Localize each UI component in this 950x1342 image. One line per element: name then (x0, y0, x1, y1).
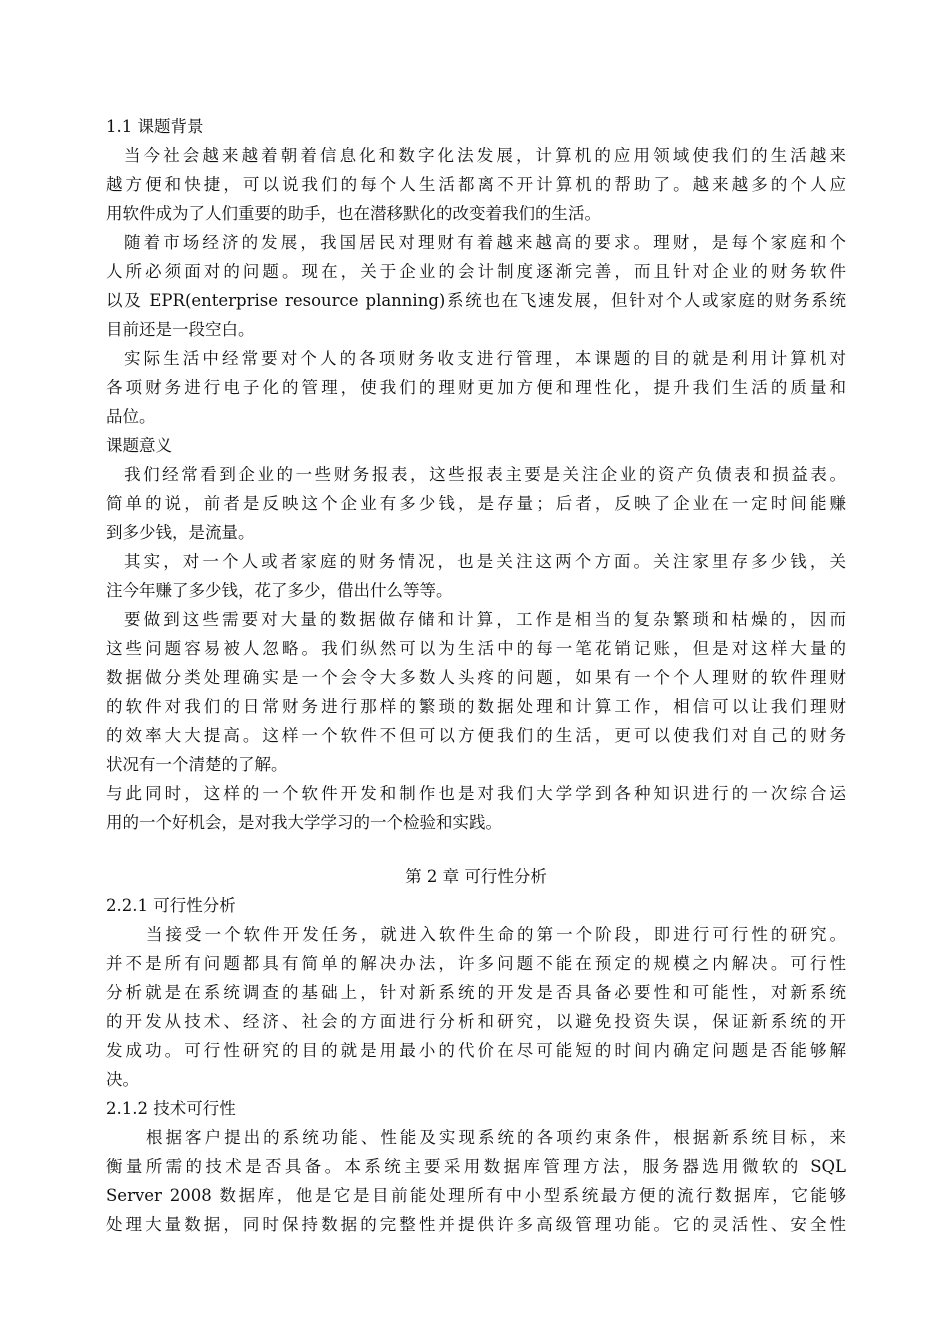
spacer (106, 837, 846, 862)
text-line: 以及 EPR(enterprise resource planning)系统也在飞速发展，但针对个人或家庭的财务系统 (106, 291, 846, 310)
text-line: 用的一个好机会，是对我大学学习的一个检验和实践。 (106, 813, 502, 832)
text-line: 并不是所有问题都具有简单的解决办法，许多问题不能在预定的规模之内解决。可行性 (106, 954, 846, 973)
text-line: 我们经常看到企业的一些财务报表，这些报表主要是关注企业的资产负债表和损益表。 (124, 465, 846, 484)
text-line: Server 2008 数据库，他是它是目前能处理所有中小型系统最方便的流行数据库，它能够 (106, 1186, 846, 1205)
text-line: 决。 (106, 1070, 139, 1089)
text-line: 根据客户提出的系统功能、性能及实现系统的各项约束条件，根据新系统目标，来 (146, 1128, 846, 1147)
text-line: 当接受一个软件开发任务，就进入软件生命的第一个阶段，即进行可行性的研究。 (146, 925, 846, 944)
paragraph-significance-2 (106, 547, 846, 605)
section-heading-2-1-2: 2.1.2 技术可行性 (106, 1099, 236, 1118)
text-line: 的软件对我们的日常财务进行那样的繁琐的数据处理和计算工作，相信可以让我们理财 (106, 697, 846, 716)
section-heading-2-2-1: 2.2.1 可行性分析 (106, 896, 236, 915)
text-line: 其实，对一个人或者家庭的财务情况，也是关注这两个方面。关注家里存多少钱，关 (124, 552, 846, 571)
text-line: 衡量所需的技术是否具备。本系统主要采用数据库管理方法，服务器选用微软的 SQL (106, 1157, 846, 1176)
text-line: 发成功。可行性研究的目的就是用最小的代价在尽可能短的时间内确定问题是否能够解 (106, 1041, 846, 1060)
text-line: 分析就是在系统调查的基础上，针对新系统的开发是否具备必要性和可能性，对新系统 (106, 983, 846, 1002)
text-line: 用软件成为了人们重要的助手，也在潜移默化的改变着我们的生活。 (106, 204, 601, 223)
text-line: 品位。 (106, 407, 156, 426)
text-line: 状况有一个清楚的了解。 (106, 755, 288, 774)
text-line: 数据做分类处理确实是一个会令大多数人头疼的问题，如果有一个个人理财的软件理财 (106, 668, 846, 687)
text-line: 的开发从技术、经济、社会的方面进行分析和研究，以避免投资失误，保证新系统的开 (106, 1012, 846, 1031)
text-line: 简单的说，前者是反映这个企业有多少钱，是存量；后者，反映了企业在一定时间能赚 (106, 494, 846, 513)
text-line: 越方便和快捷，可以说我们的每个人生活都离不开计算机的帮助了。越来越多的个人应 (106, 175, 846, 194)
paragraph-significance-1 (106, 460, 846, 547)
text-line: 处理大量数据，同时保持数据的完整性并提供许多高级管理功能。它的灵活性、安全性 (106, 1215, 846, 1234)
text-line: 各项财务进行电子化的管理，使我们的理财更加方便和理性化，提升我们生活的质量和 (106, 378, 846, 397)
paragraph-significance-3 (106, 605, 846, 779)
paragraph-background-1 (106, 141, 846, 228)
text-line: 这些问题容易被人忽略。我们纵然可以为生活中的每一笔花销记账，但是对这样大量的 (106, 639, 846, 658)
text-line: 到多少钱，是流量。 (106, 523, 255, 542)
paragraph-significance-4 (106, 779, 846, 837)
paragraph-background-2 (106, 228, 846, 344)
section-heading-significance: 课题意义 (106, 436, 172, 455)
paragraph-background-3 (106, 344, 846, 431)
text-line: 要做到这些需要对大量的数据做存储和计算，工作是相当的复杂繁琐和枯燥的，因而 (124, 610, 846, 629)
text-line: 目前还是一段空白。 (106, 320, 255, 339)
section-heading-1-1: 1.1 课题背景 (106, 117, 204, 136)
document-page (106, 112, 846, 1239)
paragraph-feasibility (106, 920, 846, 1094)
text-line: 随着市场经济的发展，我国居民对理财有着越来越高的要求。理财，是每个家庭和个 (124, 233, 846, 252)
text-line: 当今社会越来越着朝着信息化和数字化法发展，计算机的应用领域使我们的生活越来 (124, 146, 846, 165)
text-line: 实际生活中经常要对个人的各项财务收支进行管理，本课题的目的就是利用计算机对 (124, 349, 846, 368)
text-line: 人所必须面对的问题。现在，关于企业的会计制度逐渐完善，而且针对企业的财务软件 (106, 262, 846, 281)
text-line: 注今年赚了多少钱，花了多少，借出什么等等。 (106, 581, 453, 600)
paragraph-technical-feasibility (106, 1123, 846, 1239)
chapter-title: 第 2 章 可行性分析 (405, 867, 547, 886)
text-line: 与此同时，这样的一个软件开发和制作也是对我们大学学到各种知识进行的一次综合运 (106, 784, 846, 803)
text-line: 的效率大大提高。这样一个软件不但可以方便我们的生活，更可以使我们对自己的财务 (106, 726, 846, 745)
